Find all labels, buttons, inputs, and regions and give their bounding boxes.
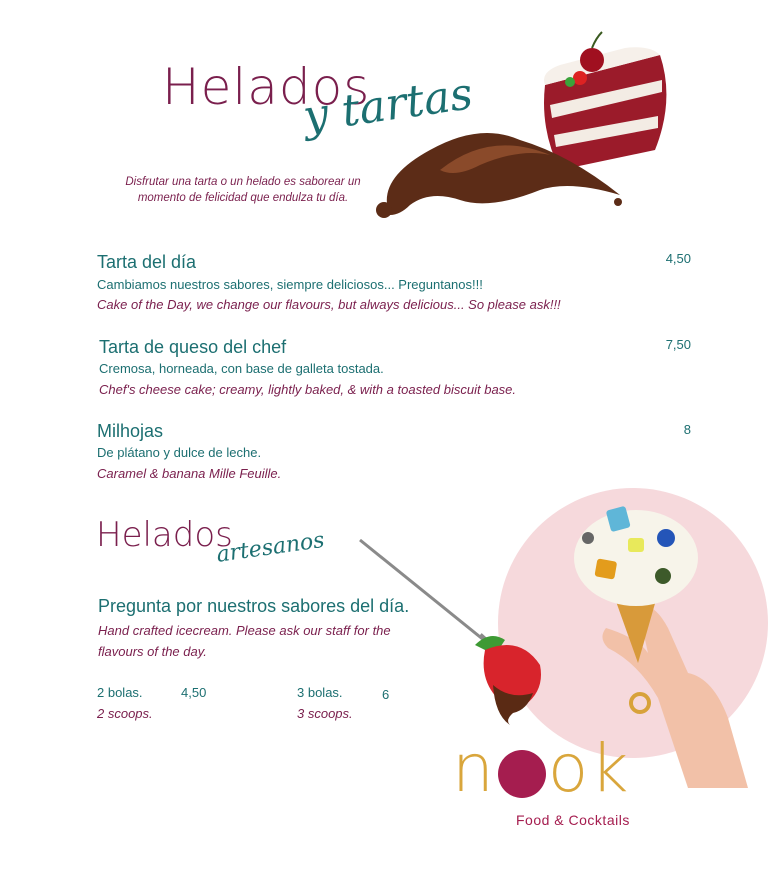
item-desc-es: Cambiamos nuestros sabores, siempre deliciosos... Preguntanos!!! [97,277,483,292]
item-desc-es: De plátano y dulce de leche. [97,445,262,460]
scoop-option-label-en: 2 scoops. [97,706,153,721]
scoop-option-label-en: 3 scoops. [297,706,353,721]
scoop-option-price: 4,50 [181,685,207,700]
logo-letters-start: n [452,730,496,807]
item-name-tarta-del-dia: Tarta del día [97,252,197,272]
section-title-script: artesanos [215,527,327,568]
scoop-option-label-es: 2 bolas. [97,685,143,700]
logo-dot-icon [498,750,546,798]
logo-letters-end: ok [547,730,631,807]
logo-subtitle: Food & Cocktails [516,812,630,828]
item-price-tarta-de-queso: 7,50 [665,337,691,352]
cake-chocolate-illustration [370,30,680,225]
item-desc-es: Cremosa, horneada, con base de galleta tostada. [99,361,384,376]
item-desc-en: Cake of the Day, we change our flavours, but always delicious... So please ask!!! [97,297,561,312]
item-desc-en: Chef's cheese cake; creamy, lightly baked, & with a toasted biscuit base. [99,382,517,397]
item-price-tarta-del-dia: 4,50 [665,251,691,266]
flavours-heading: Pregunta por nuestros sabores del día. [98,596,410,616]
cherry-icon [580,48,604,72]
page-title: Helados [162,58,371,116]
item-desc-en: Caramel & banana Mille Feuille. [97,466,282,481]
item-name-milhojas: Milhojas [97,421,164,441]
icecream-scoop [574,510,698,606]
item-price-milhojas: 8 [683,422,691,437]
section-title: Helados [96,515,233,555]
flavours-desc-en: Hand crafted icecream. Please ask our staff for the flavours of the day. [98,623,391,659]
page-title-script: y tartas [300,68,476,143]
item-name-tarta-de-queso: Tarta de queso del chef [99,337,287,357]
scoop-option-label-es: 3 bolas. [297,685,343,700]
nook-logo [452,730,630,807]
scoop-option-price: 6 [382,687,390,702]
tagline: Disfrutar una tarta o un helado es saborear un momento de felicidad que endulza tu día. [125,176,361,204]
